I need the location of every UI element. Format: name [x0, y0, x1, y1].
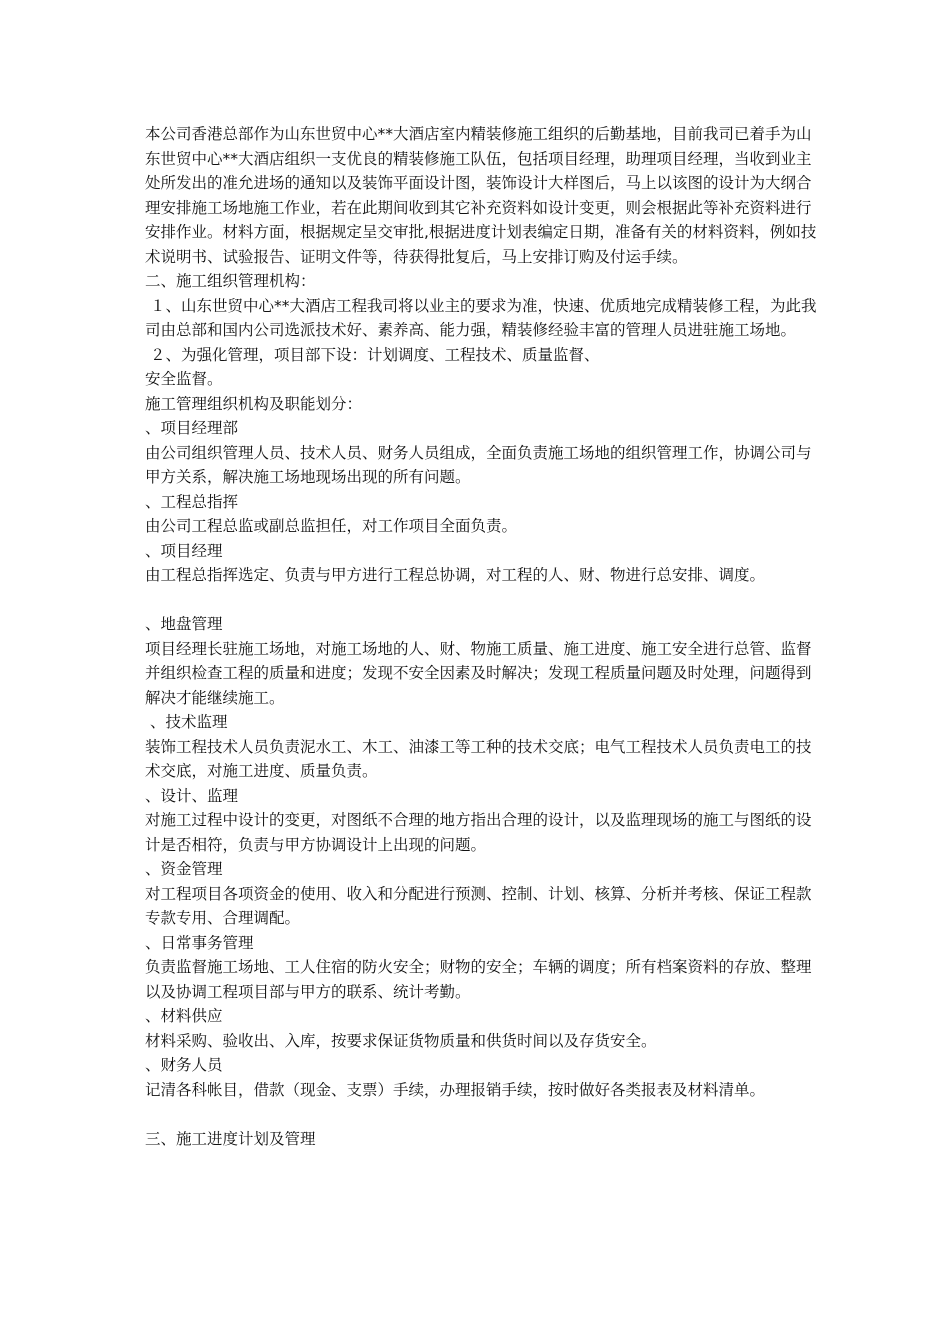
role-text-technical-supervision: 装饰工程技术人员负责泥水工、木工、油漆工等工种的技术交底；电气工程技术人员负责电工的技术交底，对施工进度、质量负责。 [145, 737, 812, 780]
section-heading-organization: 二、施工组织管理机构： [145, 272, 316, 290]
role-text-finance-staff: 记清各科帐目，借款（现金、支票）手续，办理报销手续，按时做好各类报表及材料清单。 [145, 1080, 766, 1099]
role-heading-technical-supervision: 、技术监理 [145, 713, 228, 731]
blank-line [145, 1102, 817, 1127]
organization-item-2: ２、为强化管理，项目部下设：计划调度、工程技术、质量监督、 [145, 345, 600, 364]
role-text-project-dept: 由公司组织管理人员、技术人员、财务人员组成，全面负责施工场地的组织管理工作，协调公司与甲方关系，解决施工场地现场出现的所有问题。 [145, 443, 812, 486]
role-text-chief-commander: 由公司工程总监或副总监担任，对工作项目全面负责。 [145, 517, 518, 535]
division-heading: 施工管理组织机构及职能划分： [145, 394, 363, 413]
role-text-material-supply: 材料采购、验收出、入库，按要求保证货物质量和供货时间以及存货安全。 [145, 1031, 657, 1050]
role-heading-project-dept: 、项目经理部 [145, 419, 239, 437]
role-heading-chief-commander: 、工程总指挥 [145, 492, 239, 511]
role-text-project-manager: 由工程总指挥选定、负责与甲方进行工程总协调，对工程的人、财、物进行总安排、调度。 [145, 566, 766, 584]
role-heading-fund-management: 、资金管理 [145, 860, 223, 878]
role-text-daily-affairs: 负责监督施工场地、工人住宿的防火安全；财物的安全；车辆的调度；所有档案资料的存放、整理以及协调工程项目部与甲方的联系、统计考勤。 [145, 958, 812, 1001]
role-text-fund-management: 对工程项目各项资金的使用、收入和分配进行预测、控制、计划、核算、分析并考核、保证工程款专款专用、合理调配。 [145, 884, 812, 927]
document-body [145, 122, 817, 1151]
role-heading-material-supply: 、材料供应 [145, 1007, 223, 1025]
role-heading-daily-affairs: 、日常事务管理 [145, 933, 254, 952]
organization-item-1: １、山东世贸中心**大酒店工程我司将以业主的要求为准，快速、优质地完成精装修工程，为此我司由总部和国内公司选派技术好、素养高、能力强，精装修经验丰富的管理人员进驻施工场地。 [145, 296, 817, 339]
role-heading-project-manager: 、项目经理 [145, 541, 223, 560]
role-text-design-supervision: 对施工过程中设计的变更，对图纸不合理的地方指出合理的设计，以及监理现场的施工与图纸的设计是否相符，负责与甲方协调设计上出现的问题。 [145, 811, 812, 854]
section-heading-schedule: 三、施工进度计划及管理 [145, 1129, 316, 1148]
role-heading-finance-staff: 、财务人员 [145, 1056, 223, 1074]
blank-line [145, 588, 817, 613]
role-heading-design-supervision: 、设计、监理 [145, 786, 239, 805]
intro-paragraph: 本公司香港总部作为山东世贸中心**大酒店室内精装修施工组织的后勤基地，目前我司已着手为山东世贸中心**大酒店组织一支优良的精装修施工队伍，包括项目经理，助理项目经理，当收到业主处所发出的准允进场的通知以及装饰平面设计图，装饰设计大样图后，马上以该图的设计为大纲合理安排施工场地施工作业，若在此期间收到其它补充资料如设计变更，则会根据此等补充资料进行安排作业。材料方面，根据规定呈交审批,根据进度计划表编定日期，准备有关的材料资料，例如技术说明书、试验报告、证明文件等，待获得批复后，马上安排订购及付运手续。 [145, 125, 817, 266]
role-heading-site-management: 、地盘管理 [145, 615, 223, 633]
organization-item-2-continued: 安全监督。 [145, 370, 223, 388]
role-text-site-management: 项目经理长驻施工场地，对施工场地的人、财、物施工质量、施工进度、施工安全进行总管、监督并组织检查工程的质量和进度；发现不安全因素及时解决；发现工程质量问题及时处理，问题得到解决才能继续施工。 [145, 639, 812, 707]
